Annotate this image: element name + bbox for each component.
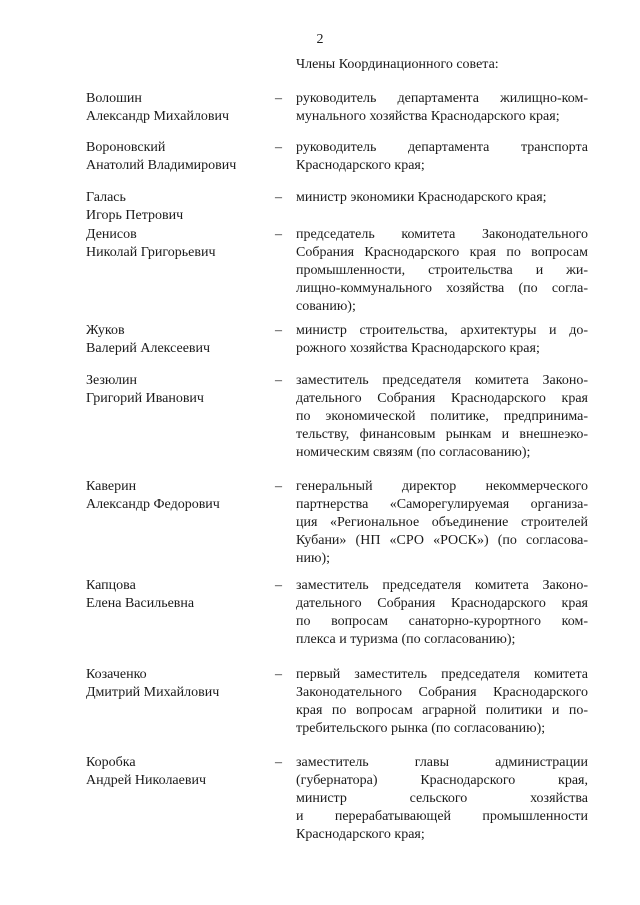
member-name xyxy=(86,322,276,358)
role-line: дательного Собрания Краснодарского края xyxy=(296,596,588,611)
role-line: тельству, финансовым рынкам и внешнеэко- xyxy=(296,427,588,442)
member-surname: Вороновский xyxy=(86,140,166,155)
member-name xyxy=(86,139,276,175)
member-surname: Коробка xyxy=(86,755,136,770)
role-line: по экономической политике, предпринима- xyxy=(296,409,588,424)
member-surname: Галась xyxy=(86,190,126,205)
role-line: министр сельского хозяйства xyxy=(296,791,588,806)
dash-separator: – xyxy=(275,578,282,593)
member-name xyxy=(86,754,276,790)
member-role xyxy=(296,322,588,358)
member-role xyxy=(296,577,588,649)
page-number: 2 xyxy=(316,32,324,47)
role-line: заместитель главы администрации xyxy=(296,755,588,770)
member-given-names: Валерий Алексеевич xyxy=(86,341,211,356)
member-name xyxy=(86,666,276,702)
member-name xyxy=(86,372,276,408)
member-name xyxy=(86,577,276,613)
role-line: заместитель председателя комитета Законо- xyxy=(296,578,588,593)
member-name xyxy=(86,226,276,262)
role-line: председатель комитета Законодательного xyxy=(296,227,588,242)
role-line: Собрания Краснодарского края по вопросам xyxy=(296,245,588,260)
role-line: сованию); xyxy=(296,299,356,314)
dash-separator: – xyxy=(275,227,282,242)
role-line: нию); xyxy=(296,551,330,566)
member-role xyxy=(296,139,588,175)
dash-separator: – xyxy=(275,91,282,106)
role-line: номическим связям (по согласованию); xyxy=(296,445,531,460)
member-given-names: Андрей Николаевич xyxy=(86,773,206,788)
role-line: Кубани» (НП «СРО «РОСК») (по согласова- xyxy=(296,533,588,548)
role-line: руководитель департамента транспорта xyxy=(296,140,588,155)
member-surname: Капцова xyxy=(86,578,136,593)
member-role xyxy=(296,189,588,207)
role-line: руководитель департамента жилищно-ком- xyxy=(296,91,588,106)
member-given-names: Игорь Петрович xyxy=(86,208,184,223)
member-role xyxy=(296,754,588,844)
role-line: лищно-коммунального хозяйства (по согла- xyxy=(296,281,588,296)
role-line: требительского рынка (по согласованию); xyxy=(296,721,546,736)
member-role xyxy=(296,226,588,316)
dash-separator: – xyxy=(275,667,282,682)
member-surname: Денисов xyxy=(86,227,137,242)
member-surname: Каверин xyxy=(86,479,137,494)
role-line: ция «Региональное объединение строителей xyxy=(296,515,588,530)
role-line: министр экономики Краснодарского края; xyxy=(296,190,547,205)
role-line: по вопросам санаторно-курортного ком- xyxy=(296,614,588,629)
member-given-names: Анатолий Владимирович xyxy=(86,158,237,173)
member-given-names: Дмитрий Михайлович xyxy=(86,685,220,700)
role-line: министр строительства, архитектуры и до- xyxy=(296,323,588,338)
dash-separator: – xyxy=(275,479,282,494)
role-line: Краснодарского края; xyxy=(296,827,425,842)
member-given-names: Николай Григорьевич xyxy=(86,245,216,260)
role-line: первый заместитель председателя комитета xyxy=(296,667,588,682)
member-role xyxy=(296,666,588,738)
role-line: дательного Собрания Краснодарского края xyxy=(296,391,588,406)
member-surname: Зезюлин xyxy=(86,373,138,388)
member-surname: Волошин xyxy=(86,91,142,106)
role-line: (губернатора) Краснодарского края, xyxy=(296,773,588,788)
dash-separator: – xyxy=(275,755,282,770)
member-name xyxy=(86,478,276,514)
member-given-names: Александр Михайлович xyxy=(86,109,230,124)
role-line: мунального хозяйства Краснодарского края; xyxy=(296,109,560,124)
member-name xyxy=(86,189,276,225)
role-line: и перерабатывающей промышленности xyxy=(296,809,588,824)
role-line: промышленности, строительства и жи- xyxy=(296,263,588,278)
role-line: Краснодарского края; xyxy=(296,158,425,173)
member-role xyxy=(296,90,588,126)
role-line: генеральный директор некоммерческого xyxy=(296,479,588,494)
role-line: заместитель председателя комитета Законо- xyxy=(296,373,588,388)
dash-separator: – xyxy=(275,190,282,205)
dash-separator: – xyxy=(275,140,282,155)
dash-separator: – xyxy=(275,323,282,338)
member-role xyxy=(296,372,588,462)
role-line: рожного хозяйства Краснодарского края; xyxy=(296,341,540,356)
role-line: Законодательного Собрания Краснодарского xyxy=(296,685,588,700)
member-role xyxy=(296,478,588,568)
member-given-names: Елена Васильевна xyxy=(86,596,195,611)
section-heading: Члены Координационного совета: xyxy=(296,57,499,72)
role-line: края по вопросам аграрной политики и по- xyxy=(296,703,588,718)
dash-separator: – xyxy=(275,373,282,388)
role-line: плекса и туризма (по согласованию); xyxy=(296,632,516,647)
member-surname: Жуков xyxy=(86,323,125,338)
member-given-names: Александр Федорович xyxy=(86,497,220,512)
role-line: партнерства «Саморегулируемая организа- xyxy=(296,497,588,512)
member-surname: Козаченко xyxy=(86,667,147,682)
member-given-names: Григорий Иванович xyxy=(86,391,204,406)
member-name xyxy=(86,90,276,126)
